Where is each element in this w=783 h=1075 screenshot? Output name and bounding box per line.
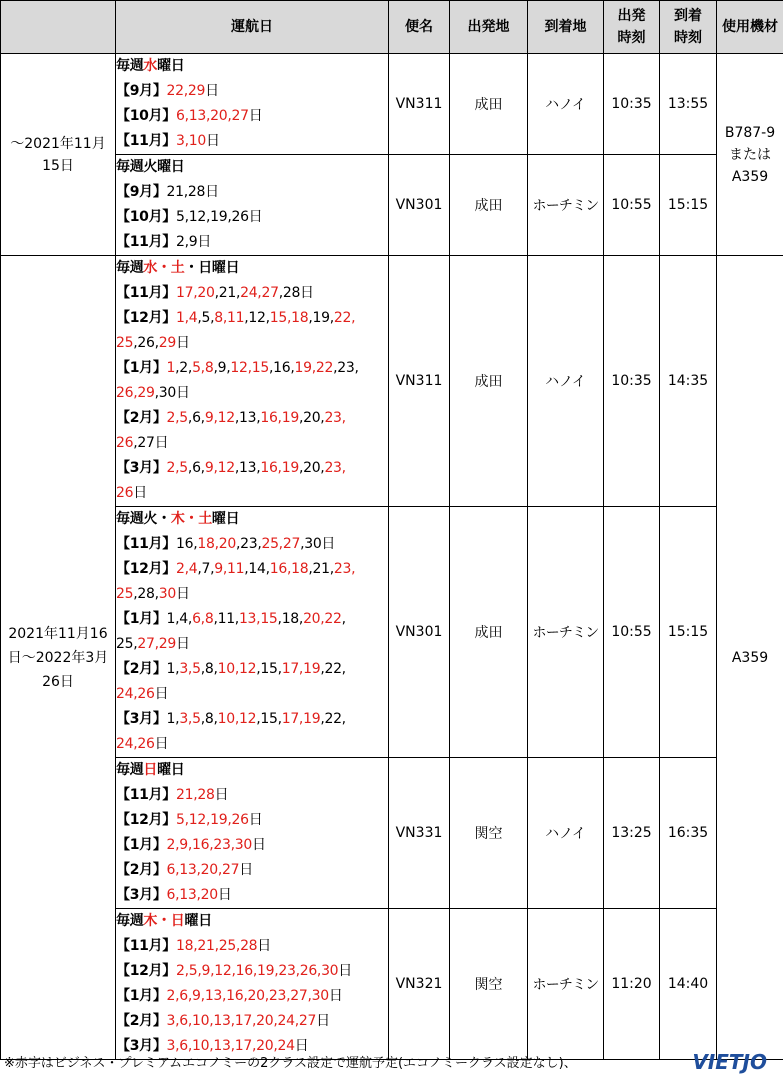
day-line [116,557,388,582]
date-list: ,5, [197,310,215,326]
day-line [116,104,388,129]
dep-time-cell: 10:35 [604,54,660,155]
table-row [1,54,783,155]
date-list-business: 15,18 [269,310,309,326]
date-list: ,22, [320,661,346,677]
date-list-business: 6,13,20 [166,887,218,903]
dep-time-cell: 10:55 [604,155,660,256]
date-list: ,8, [200,661,218,677]
date-list: ,20, [298,410,325,426]
header-origin: 出発地 [450,1,528,54]
date-list-business: 3,6,10,13,17,20,24 [166,1038,295,1054]
month-label: 【3月】 [116,887,167,903]
origin-cell: 成田 [450,507,528,758]
date-list: ,21, [214,285,241,301]
date-list: 日 [248,812,263,828]
date-list: ,9, [213,360,231,376]
days-cell [116,155,389,256]
date-list-business: 25 [116,586,134,602]
weekday-heading: 毎週火曜日 [116,159,185,175]
date-list: 2,9日 [175,234,212,250]
month-label: 【2月】 [116,410,167,426]
day-line [116,180,388,205]
table-row [1,507,783,758]
month-label: 【11月】 [116,536,176,552]
weekday-heading: 毎週 [116,913,144,929]
day-line [116,707,388,732]
date-list: ,7, [197,561,215,577]
date-list: ,13, [234,410,261,426]
month-label: 【1月】 [116,837,167,853]
date-list: ,6, [187,460,205,476]
destination-cell: ホーチミン [528,155,604,256]
date-list-business: 24,26 [116,736,155,752]
day-line [116,507,388,532]
day-line [116,381,388,406]
date-list-business: 26 [116,435,134,451]
weekday-heading: 曜日 [157,762,185,778]
day-line [116,607,388,632]
day-line [116,456,388,481]
date-list-business: 2,9,16,23,30 [166,837,253,853]
month-label: 【9月】 [116,83,167,99]
header-dep-time: 出発 時刻 [604,1,660,54]
day-line [116,129,388,154]
weekday-heading: 曜日 [211,511,240,527]
date-list: ,12, [244,310,270,326]
dep-time-cell: 10:35 [604,256,660,507]
aircraft-cell: B787-9 または A359 [717,54,783,256]
destination-cell: ハノイ [528,758,604,909]
header-destination: 到着地 [528,1,604,54]
date-list: 日 [316,1013,330,1029]
date-list: 日 [205,83,219,99]
arr-time-cell: 15:15 [660,155,717,256]
date-list: 日 [175,636,190,652]
month-label: 【2月】 [116,862,167,878]
month-label: 【12月】 [116,561,176,577]
flight-no-cell: VN301 [389,507,450,758]
header-arr-time: 到着 時刻 [660,1,717,54]
date-list: 日 [338,963,352,979]
month-label: 【10月】 [116,209,176,225]
month-label: 【11月】 [116,787,176,803]
month-label: 【11月】 [116,285,176,301]
day-line [116,783,388,808]
dep-time-cell: 13:25 [604,758,660,909]
day-line [116,632,388,657]
date-list: ,28, [133,586,159,602]
date-list: 1, [166,661,180,677]
date-list: ,2, [175,360,193,376]
date-list-business: 29 [158,335,176,351]
date-list-business: 13,15 [238,611,278,627]
date-list-business: 18,20 [197,536,236,552]
destination-cell: ハノイ [528,256,604,507]
day-line [116,356,388,381]
date-list: 16, [175,536,198,552]
month-label: 【11月】 [116,938,176,954]
month-label: 【11月】 [116,133,176,149]
day-line [116,984,388,1009]
arr-time-cell: 14:35 [660,256,717,507]
day-line [116,230,388,255]
day-line [116,682,388,707]
origin-cell: 関空 [450,909,528,1060]
day-line [116,833,388,858]
day-line [116,582,388,607]
header-blank [1,1,116,54]
weekday-heading: 毎週火・ [116,511,171,527]
date-list: 日 [252,837,266,853]
day-line [116,909,388,934]
table-row [1,909,783,1060]
date-list-business: 6,13,20,27 [166,862,240,878]
date-list-business: 19,22 [294,360,334,376]
arr-time-cell: 16:35 [660,758,717,909]
month-label: 【2月】 [116,1013,167,1029]
table-row [1,155,783,256]
date-list: 日 [205,133,220,149]
weekday-heading: 木・土 [170,511,212,527]
days-cell [116,256,389,507]
date-list: ,16, [268,360,295,376]
day-line [116,306,388,331]
header-operating-days: 運航日 [116,1,389,54]
date-list: ,26, [133,335,159,351]
date-list: 日 [175,586,190,602]
month-label: 【3月】 [116,1038,167,1054]
date-list: 1, [166,711,180,727]
date-list-business: 24,26 [116,686,155,702]
date-list: ,18, [277,611,304,627]
day-line [116,406,388,431]
weekday-heading: 毎週 [116,58,144,74]
date-list-business: 9,12 [204,410,235,426]
days-cell [116,758,389,909]
month-label: 【2月】 [116,661,167,677]
date-list-business: 17,19 [281,711,321,727]
dep-time-cell: 10:55 [604,507,660,758]
weekday-heading: 水 [143,58,158,74]
date-list: ,30日 [154,385,190,401]
date-list: 25, [116,636,138,652]
date-list-business: 2,5 [166,460,188,476]
weekday-heading: 木・日 [143,913,185,929]
arr-time-cell: 15:15 [660,507,717,758]
flight-no-cell: VN301 [389,155,450,256]
date-list-business: 2,5 [166,410,188,426]
date-list-business: 26,29 [116,385,155,401]
date-list-business: 2,6,9,13,16,20,23,27,30 [166,988,329,1004]
day-line [116,858,388,883]
day-line [116,281,388,306]
date-list-business: 8,11 [214,310,245,326]
date-list-business: 24,27 [240,285,279,301]
month-label: 【1月】 [116,988,167,1004]
day-line [116,54,388,79]
day-line [116,808,388,833]
date-list: 日 [175,335,190,351]
destination-cell: ホーチミン [528,909,604,1060]
day-line [116,155,388,180]
day-line [116,256,388,281]
table-row [1,758,783,909]
date-list-business: 22,29 [166,83,206,99]
date-list-business: 3,5 [179,711,201,727]
day-line [116,732,388,757]
date-list-business: 12,15 [230,360,269,376]
date-list-business: 10,12 [217,661,257,677]
date-list: ,23, [333,360,359,376]
date-list: 21,28日 [166,184,219,200]
month-label: 【3月】 [116,711,167,727]
date-list-business: 21,28 [175,787,215,803]
month-label: 【3月】 [116,460,167,476]
month-label: 【1月】 [116,360,167,376]
date-list: 日 [154,686,169,702]
date-list-business: 25,27 [261,536,301,552]
day-line [116,1009,388,1034]
date-list-business: 17,20 [175,285,215,301]
flight-no-cell: VN321 [389,909,450,1060]
date-list-business: 18,21,25,28 [175,938,258,954]
dep-time-cell: 11:20 [604,909,660,1060]
date-list: ,13, [234,460,261,476]
aircraft-cell: A359 [717,256,783,1060]
date-list-business: 25 [116,335,134,351]
date-list-business: 16,19 [260,460,299,476]
table-row [1,256,783,507]
day-line [116,331,388,356]
day-line [116,79,388,104]
date-list-business: 1 [166,360,176,376]
date-list: ,20, [298,460,325,476]
date-list: ,8, [200,711,218,727]
weekday-heading: 毎週 [116,762,144,778]
date-list: , [341,611,346,627]
date-list-business: 17,19 [281,661,321,677]
date-list: ,15, [256,711,282,727]
date-list-business: 26 [116,485,134,501]
weekday-heading: 曜日 [184,913,212,929]
day-line [116,205,388,230]
month-label: 【12月】 [116,310,176,326]
flight-no-cell: VN311 [389,54,450,155]
date-list: 日 [214,787,229,803]
date-list: ,15, [256,661,282,677]
vietjo-logo: VIETJO [692,1050,767,1074]
date-list-business: 5,8 [192,360,214,376]
day-line [116,934,388,959]
days-cell [116,54,389,155]
date-list-business: 20,22 [303,611,342,627]
date-list: ,14, [244,561,270,577]
destination-cell: ハノイ [528,54,604,155]
period-cell: ～2021年11月15日 [1,54,116,256]
origin-cell: 成田 [450,256,528,507]
date-list: 日 [239,862,253,878]
date-list: ,19, [308,310,334,326]
date-list-business: 23, [333,561,356,577]
footnote: ※赤字はビジネス・プレミアムエコノミーの2クラス設定で運航予定(エコノミークラス設定なし)、 [4,1056,577,1071]
date-list-business: 30 [158,586,176,602]
day-line [116,758,388,783]
date-list: 1,4, [166,611,193,627]
date-list-business: 16,19 [260,410,299,426]
day-line [116,431,388,456]
date-list: 日 [257,938,271,954]
date-list: ,23, [235,536,262,552]
date-list: ,28日 [278,285,314,301]
origin-cell: 関空 [450,758,528,909]
date-list: 5,12,19,26日 [175,209,263,225]
destination-cell: ホーチミン [528,507,604,758]
date-list-business: 23, [324,460,346,476]
date-list-business: 2,5,9,12,16,19,23,26,30 [175,963,339,979]
month-label: 【1月】 [116,611,167,627]
origin-cell: 成田 [450,54,528,155]
flight-no-cell: VN311 [389,256,450,507]
date-list: 日 [248,108,263,124]
month-label: 【9月】 [116,184,167,200]
date-list: ,21, [308,561,334,577]
date-list: ,22, [320,711,346,727]
date-list-business: 5,12,19,26 [175,812,249,828]
date-list-business: 27,29 [137,636,176,652]
date-list: ,27日 [133,435,169,451]
date-list-business: 1,4 [175,310,198,326]
date-list-business: 3,10 [175,133,206,149]
date-list-business: 23, [324,410,346,426]
header-flight-no: 便名 [389,1,450,54]
period-cell: 2021年11月16日～2022年3月26日 [1,256,116,1060]
weekday-heading: ・日曜日 [184,260,240,276]
date-list-business: 22, [333,310,356,326]
month-label: 【10月】 [116,108,176,124]
days-cell [116,909,389,1060]
days-cell [116,507,389,758]
day-line [116,883,388,908]
month-label: 【12月】 [116,963,176,979]
month-label: 【12月】 [116,812,176,828]
date-list: 日 [328,988,343,1004]
weekday-heading: 毎週 [116,260,144,276]
day-line [116,481,388,506]
date-list-business: 10,12 [217,711,257,727]
day-line [116,657,388,682]
date-list-business: 6,13,20,27 [175,108,249,124]
month-label: 【11月】 [116,234,176,250]
day-line [116,959,388,984]
origin-cell: 成田 [450,155,528,256]
header-row [1,1,783,54]
date-list-business: 9,11 [214,561,245,577]
date-list: 日 [294,1038,309,1054]
date-list-business: 3,5 [179,661,201,677]
date-list: 日 [154,736,169,752]
weekday-heading: 曜日 [157,58,185,74]
date-list-business: 6,8 [192,611,214,627]
date-list: ,11, [213,611,239,627]
date-list-business: 9,12 [204,460,235,476]
header-aircraft: 使用機材 [717,1,783,54]
arr-time-cell: 13:55 [660,54,717,155]
date-list-business: 2,4 [175,561,198,577]
date-list-business: 3,6,10,13,17,20,24,27 [166,1013,317,1029]
date-list: 日 [217,887,232,903]
flight-no-cell: VN331 [389,758,450,909]
date-list: 日 [133,485,147,501]
date-list: ,30日 [300,536,336,552]
day-line [116,532,388,557]
weekday-heading: 日 [143,762,158,778]
date-list-business: 16,18 [269,561,309,577]
weekday-heading: 水・土 [143,260,185,276]
arr-time-cell: 14:40 [660,909,717,1060]
date-list: ,6, [187,410,205,426]
